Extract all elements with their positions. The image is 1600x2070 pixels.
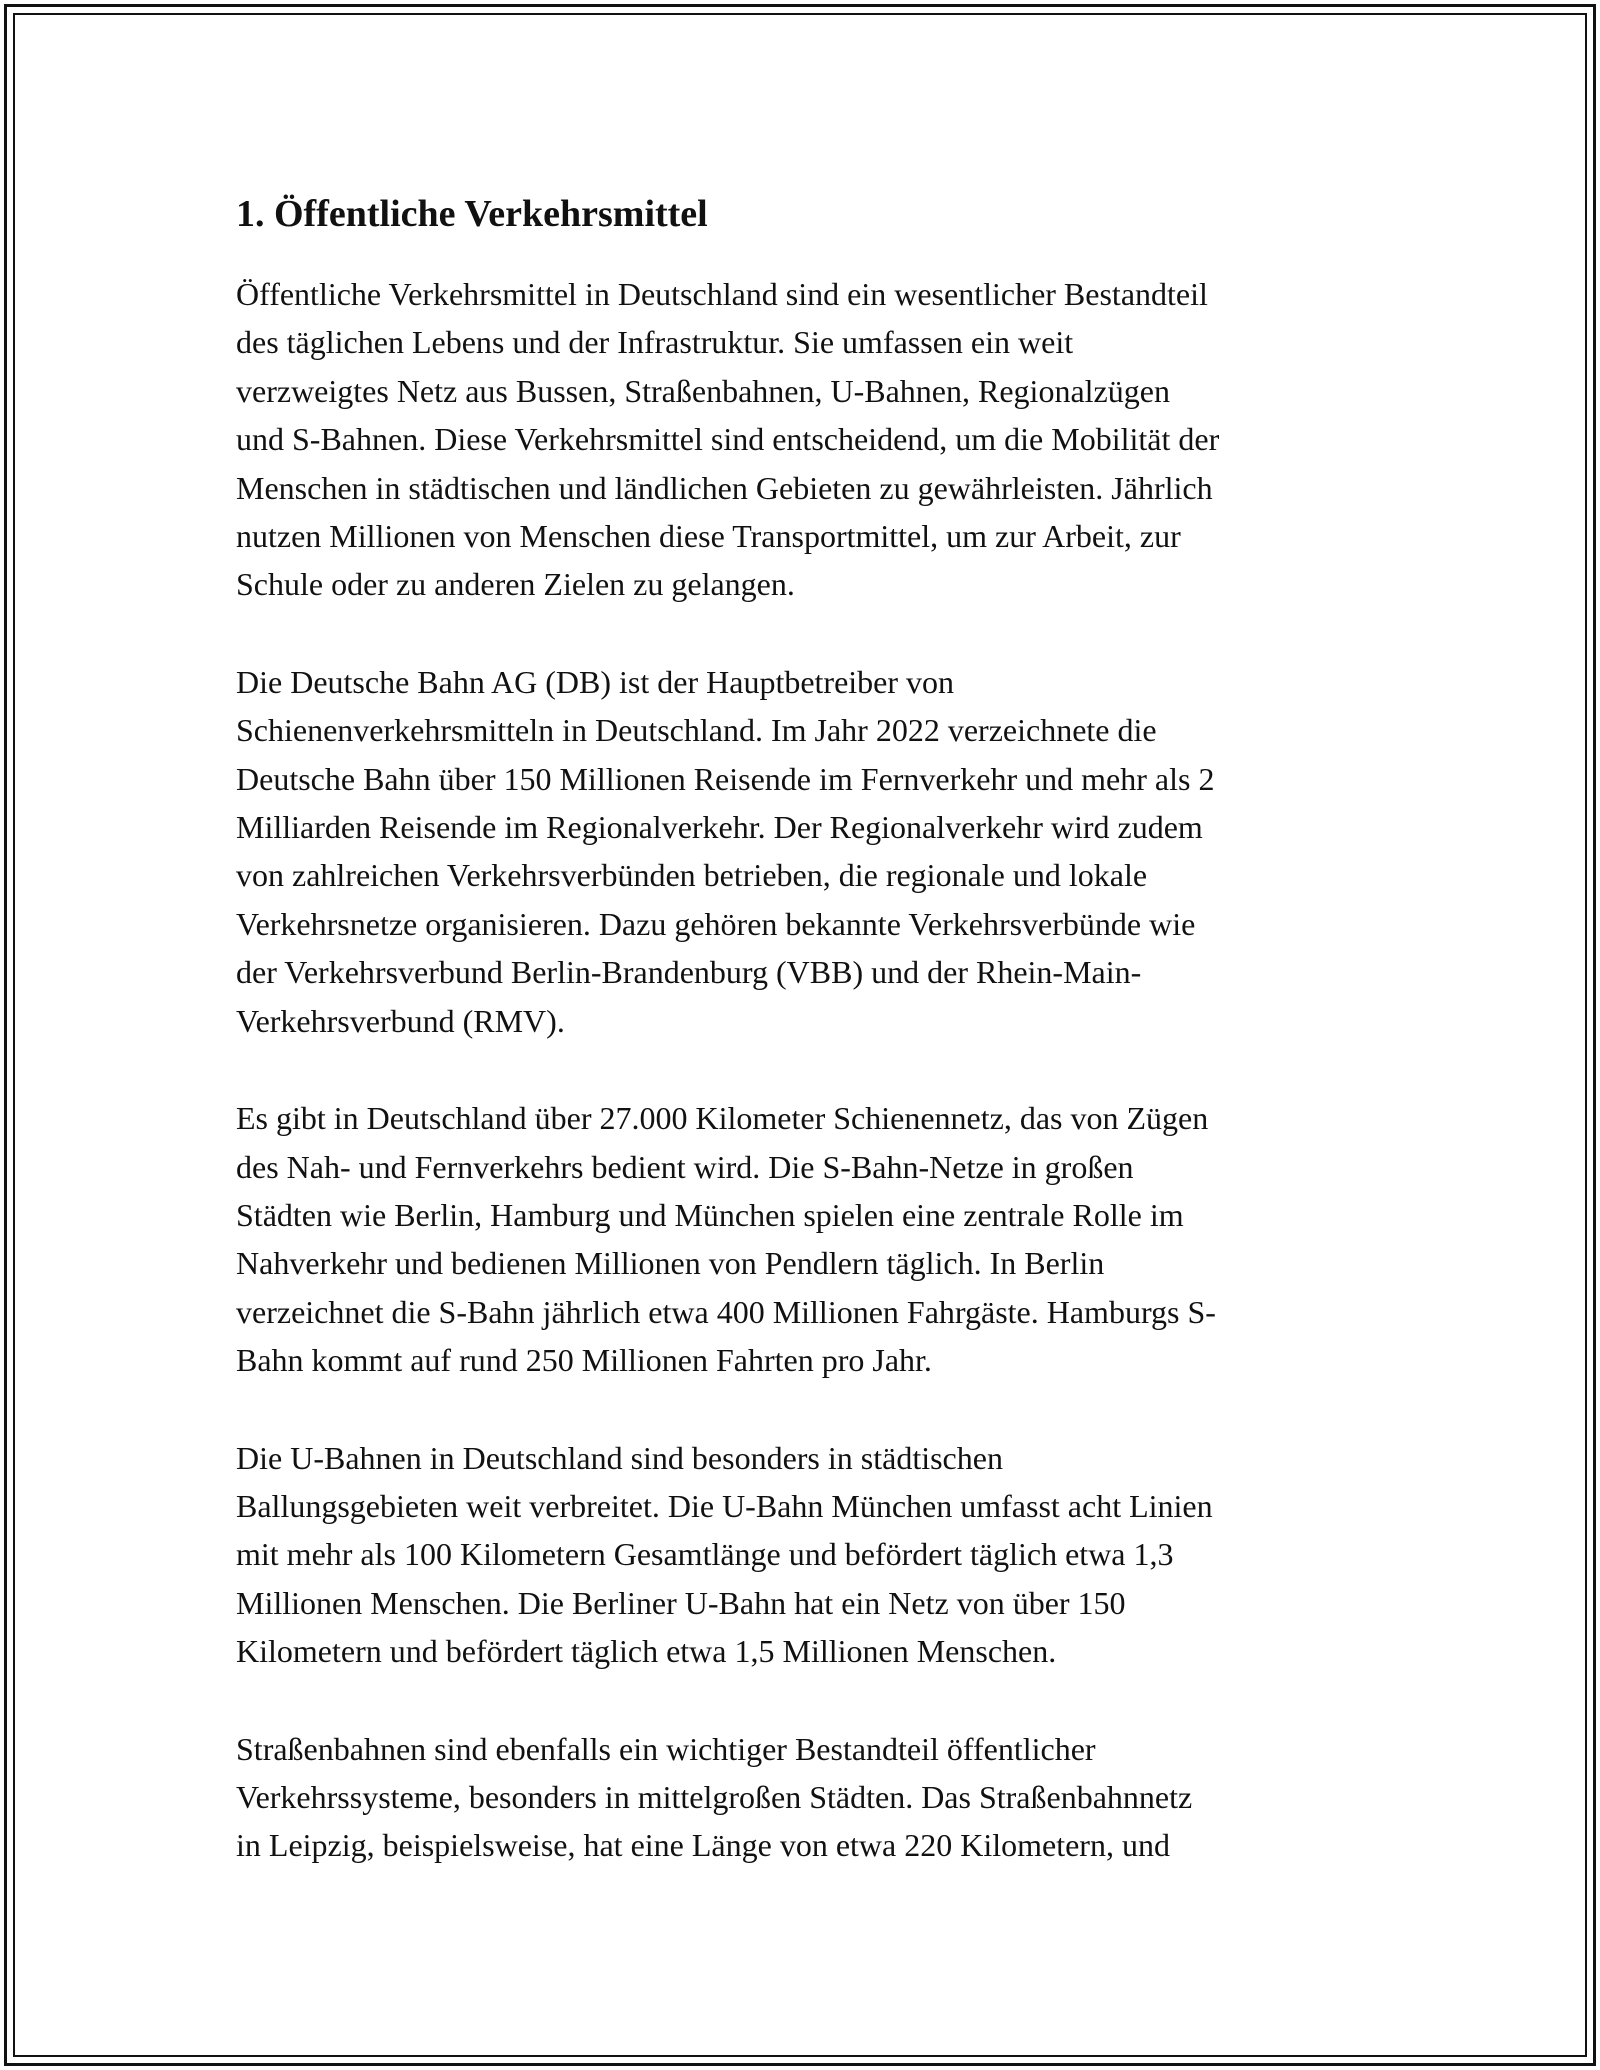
text-line: Es gibt in Deutschland über 27.000 Kilometer Schienennetz, das von Zügen [236, 1100, 1209, 1137]
text-line: und S-Bahnen. Diese Verkehrsmittel sind entscheidend, um die Mobilität der [236, 421, 1220, 458]
text-line: Milliarden Reisende im Regionalverkehr. Der Regionalverkehr wird zudem [236, 809, 1203, 846]
text-line: des Nah- und Fernverkehrs bedient wird. Die S-Bahn-Netze in großen [236, 1148, 1134, 1185]
text-line: Verkehrssysteme, besonders in mittelgroßen Städten. Das Straßenbahnnetz [236, 1778, 1193, 1815]
text-line: Schule oder zu anderen Zielen zu gelangen. [236, 566, 795, 603]
paragraph-4 [236, 1434, 1376, 1676]
paragraph-2 [236, 658, 1376, 1045]
text-line: Bahn kommt auf rund 250 Millionen Fahrten pro Jahr. [236, 1342, 932, 1379]
document-body [236, 190, 1376, 1919]
text-line: verzeichnet die S-Bahn jährlich etwa 400 Millionen Fahrgäste. Hamburgs S- [236, 1293, 1216, 1330]
text-line: Kilometern und befördert täglich etwa 1,5 Millionen Menschen. [236, 1633, 1057, 1670]
text-line: Städten wie Berlin, Hamburg und München spielen eine zentrale Rolle im [236, 1196, 1184, 1233]
text-line: Die Deutsche Bahn AG (DB) ist der Hauptbetreiber von [236, 663, 955, 700]
text-line: Verkehrsnetze organisieren. Dazu gehören bekannte Verkehrsverbünde wie [236, 905, 1196, 942]
paragraph-5 [236, 1725, 1376, 1870]
text-line: Verkehrsverbund (RMV). [236, 1002, 565, 1039]
text-line: nutzen Millionen von Menschen diese Transportmittel, um zur Arbeit, zur [236, 518, 1181, 555]
section-heading: 1. Öffentliche Verkehrsmittel [236, 193, 708, 235]
text-line: verzweigtes Netz aus Bussen, Straßenbahnen, U-Bahnen, Regionalzügen [236, 372, 1170, 409]
text-line: Menschen in städtischen und ländlichen Gebieten zu gewährleisten. Jährlich [236, 469, 1213, 506]
paragraph-1 [236, 270, 1376, 609]
text-line: Millionen Menschen. Die Berliner U-Bahn hat ein Netz von über 150 [236, 1584, 1126, 1621]
text-line: in Leipzig, beispielsweise, hat eine Länge von etwa 220 Kilometern, und [236, 1827, 1170, 1864]
text-line: mit mehr als 100 Kilometern Gesamtlänge und befördert täglich etwa 1,3 [236, 1536, 1174, 1573]
text-line: Öffentliche Verkehrsmittel in Deutschland sind ein wesentlicher Bestandteil [236, 276, 1208, 312]
text-line: Schienenverkehrsmitteln in Deutschland. Im Jahr 2022 verzeichnete die [236, 712, 1157, 749]
paragraph-3 [236, 1094, 1376, 1384]
text-line: des täglichen Lebens und der Infrastruktur. Sie umfassen ein weit [236, 324, 1074, 361]
text-line: Nahverkehr und bedienen Millionen von Pendlern täglich. In Berlin [236, 1245, 1105, 1282]
text-line: Die U-Bahnen in Deutschland sind besonders in städtischen [236, 1439, 1003, 1476]
text-line: Ballungsgebieten weit verbreitet. Die U-Bahn München umfasst acht Linien [236, 1487, 1213, 1524]
text-line: der Verkehrsverbund Berlin-Brandenburg (VBB) und der Rhein-Main- [236, 954, 1142, 991]
text-line: Straßenbahnen sind ebenfalls ein wichtiger Bestandteil öffentlicher [236, 1730, 1096, 1767]
text-line: Deutsche Bahn über 150 Millionen Reisende im Fernverkehr und mehr als 2 [236, 760, 1215, 797]
text-line: von zahlreichen Verkehrsverbünden betrieben, die regionale und lokale [236, 857, 1148, 894]
